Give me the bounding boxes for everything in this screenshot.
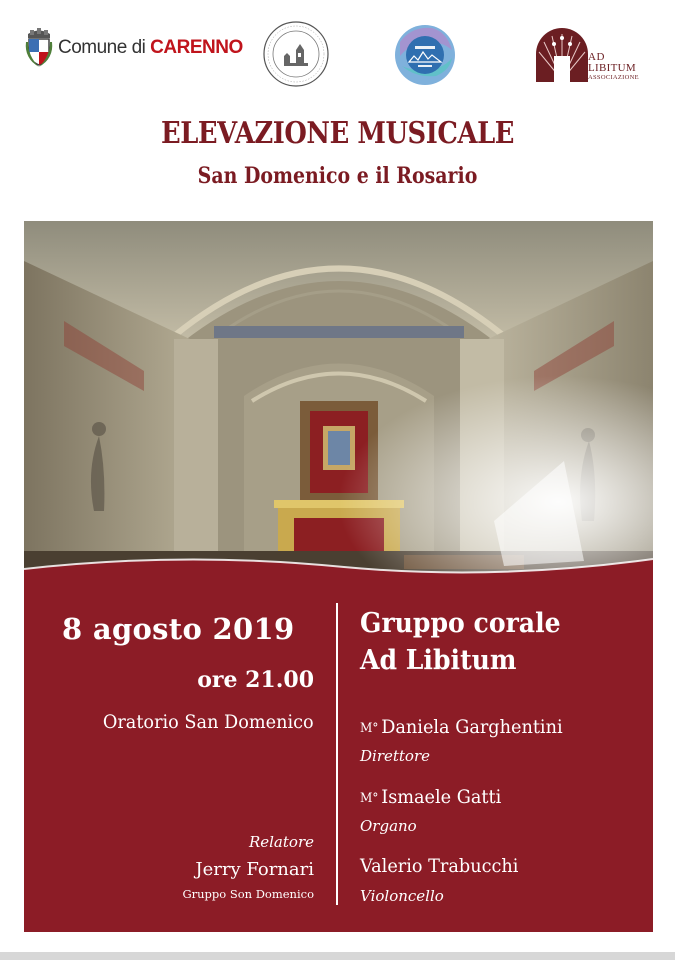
performer-name — [360, 716, 563, 738]
maestro-prefix: M° — [360, 721, 379, 736]
speaker-group: Gruppo Son Domenico — [182, 887, 314, 901]
ad-libitum-wordmark — [588, 52, 639, 82]
event-time: ore 21.00 — [197, 667, 314, 693]
maestro-prefix: M° — [360, 791, 379, 806]
ad-libitum-line1: AD — [588, 51, 605, 63]
logo-strip — [0, 20, 675, 90]
ad-libitum-line3: ASSOCIAZIONE — [588, 74, 639, 81]
speaker-label: Relatore — [248, 833, 314, 851]
event-info-panel — [24, 557, 653, 932]
ad-libitum-logo — [534, 22, 654, 84]
performer-name-text: Valerio Trabucchi — [360, 855, 519, 877]
comune-name: CARENNO — [150, 37, 243, 58]
association-seal-icon — [262, 20, 330, 88]
choir-name — [360, 605, 561, 679]
pro-loco-carenno-logo — [392, 22, 458, 88]
choir-line-2: Ad Libitum — [360, 645, 517, 676]
performer-role: Organo — [360, 817, 417, 835]
performer-name-text: Daniela Garghentini — [381, 716, 563, 738]
performer-role: Direttore — [360, 747, 431, 765]
coat-of-arms-icon — [24, 28, 54, 68]
performer-name — [360, 786, 501, 808]
event-venue: Oratorio San Domenico — [103, 711, 314, 733]
organ-pipes-icon — [534, 22, 590, 82]
performer-role: Violoncello — [360, 887, 444, 905]
bottom-edge — [0, 952, 675, 960]
page-title: ELEVAZIONE MUSICALE — [160, 116, 515, 151]
comune-logo-text — [58, 37, 243, 59]
choir-line-1: Gruppo corale — [360, 608, 561, 639]
comune-prefix: Comune di — [58, 37, 151, 58]
panel-divider — [336, 603, 338, 905]
ad-libitum-line2: LIBITUM — [588, 62, 636, 74]
performer-name — [360, 855, 518, 877]
page-subtitle: San Domenico e il Rosario — [197, 163, 478, 189]
event-date: 8 agosto 2019 — [62, 612, 295, 646]
performer-name-text: Ismaele Gatti — [381, 786, 502, 808]
speaker-name: Jerry Fornari — [195, 859, 314, 880]
church-interior-photo — [24, 221, 653, 581]
comune-carenno-logo — [24, 28, 243, 68]
